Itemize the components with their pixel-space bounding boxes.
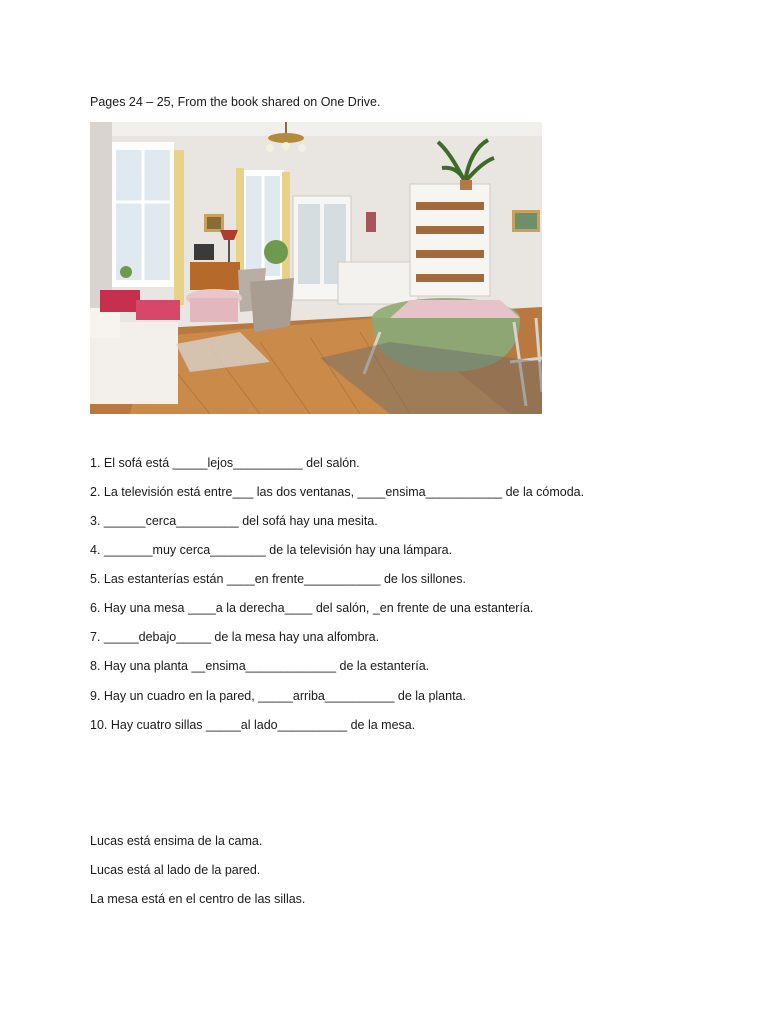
exercise-7: 7. _____debajo_____ de la mesa hay una alfombra. — [90, 630, 380, 644]
exercise-2: 2. La televisión está entre___ las dos ventanas, ____ensima___________ de la cómoda. — [90, 485, 585, 499]
living-room-photo — [90, 122, 542, 414]
exercise-8: 8. Hay una planta __ensima_____________ de la estantería. — [90, 659, 430, 673]
exercise-5: 5. Las estanterías están ____en frente___________ de los sillones. — [90, 572, 466, 586]
exercise-10: 10. Hay cuatro sillas _____al lado__________ de la mesa. — [90, 718, 416, 732]
sentence-1: Lucas está ensima de la cama. — [90, 834, 263, 848]
exercise-4: 4. _______muy cerca________ de la televisión hay una lámpara. — [90, 543, 453, 557]
sentence-2: Lucas está al lado de la pared. — [90, 863, 261, 877]
exercise-1: 1. El sofá está _____lejos__________ del salón. — [90, 456, 360, 470]
page-reference-text: Pages 24 – 25, From the book shared on One Drive. — [90, 95, 381, 109]
living-room-illustration — [90, 122, 542, 414]
exercise-3: 3. ______cerca_________ del sofá hay una mesita. — [90, 514, 378, 528]
exercise-6: 6. Hay una mesa ____a la derecha____ del salón, _en frente de una estantería. — [90, 601, 534, 615]
sentence-3: La mesa está en el centro de las sillas. — [90, 892, 306, 906]
exercise-9: 9. Hay un cuadro en la pared, _____arriba__________ de la planta. — [90, 689, 466, 703]
